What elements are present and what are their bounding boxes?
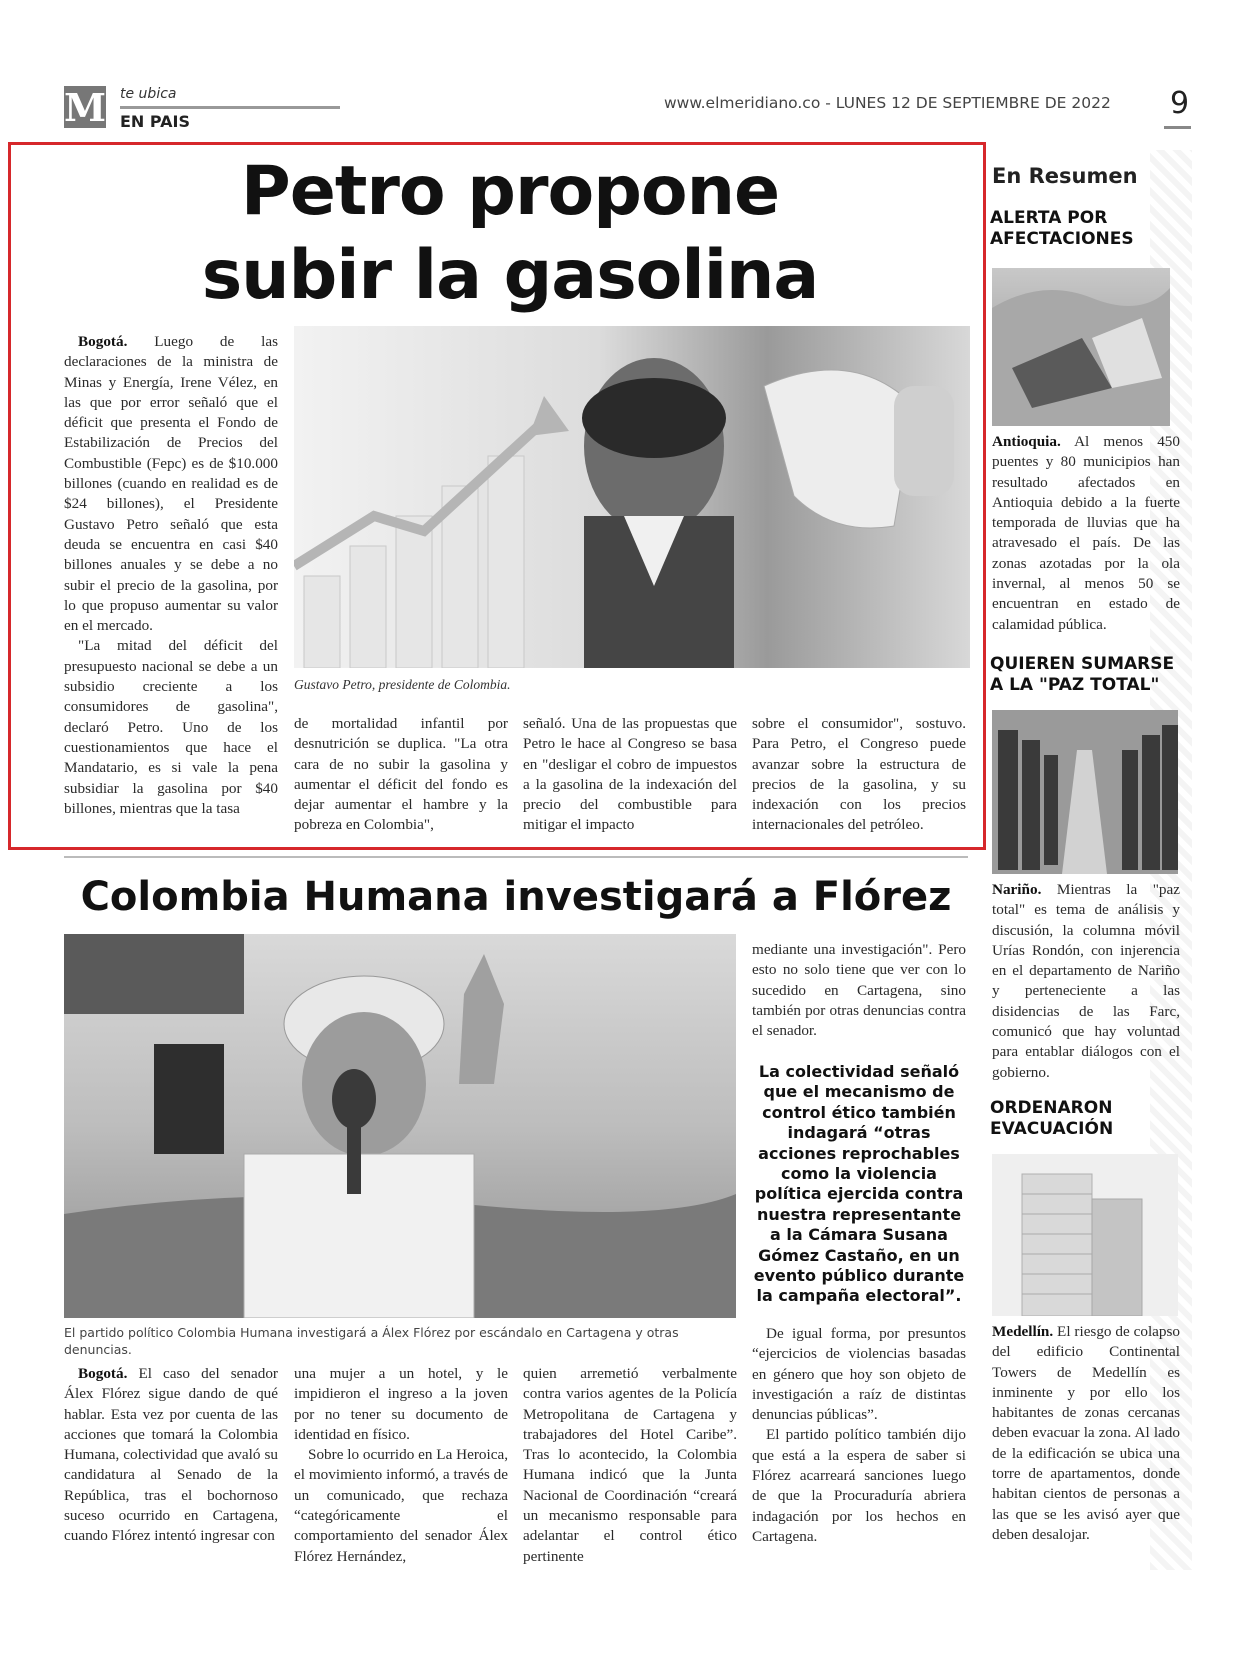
pullquote: La colectividad señaló que el mecanismo de control ético también indagará “otras acciones reprochables como la violencia política ejercida contra nuestra representante a la Cámara Susana Gómez Castaño, en un evento público durante la campaña electoral”.	[753, 1062, 965, 1306]
sidebar-item1-title: ALERTA POR AFECTACIONES	[990, 208, 1134, 249]
article1-col2	[294, 714, 508, 836]
tagline: te ubica	[120, 86, 177, 102]
page-number: 9	[1170, 86, 1190, 121]
article1-col3	[523, 714, 737, 836]
paragraph: de mortalidad infantil por desnutrición se duplica. "La otra cara de no subir la gasolina y aumentar el déficit del fondo es dejar aumentar el hambre y la pobreza en Colombia",	[294, 715, 508, 834]
paragraph: "La mitad del déficit del presupuesto nacional se debe a un subsidio creciente a los consumidores de gasolina", declaró Petro. Uno de los cuestionamientos que hace el Mandatario, es si vale la pena subsidiar la gasolina por $40 billones, mientras que la tasa	[64, 637, 278, 817]
article2-col4	[752, 1324, 966, 1547]
paragraph: mediante una investigación". Pero esto no solo tiene que ver con lo sucedido en Cartagena, sino también por otras denuncias contra el senador.	[752, 941, 966, 1040]
dateline: Bogotá.	[78, 333, 128, 350]
paragraph: señaló. Una de las propuestas que Petro le hace al Congreso se basa en "desligar el cobro de impuestos a la gasolina de la indexación del precio del combustible para mitigar el impacto	[523, 715, 737, 834]
article1-photo-caption: Gustavo Petro, presidente de Colombia.	[294, 677, 511, 692]
page-number-rule	[1164, 126, 1191, 129]
sidebar-item3-title: ORDENARON EVACUACIÓN	[990, 1098, 1114, 1139]
sidebar-item2-text	[992, 880, 1180, 1083]
sidebar-item3-text	[992, 1322, 1180, 1545]
article1-col1	[64, 332, 278, 819]
paragraph: Mientras la "paz total" es tema de análisis y discusión, la columna móvil Urías Rondón, con injerencia en el departamento de Nariño y perteneciente a las disidencias de las Farc, comunicó que hay voluntad para entablar diálogos con el gobierno.	[992, 881, 1180, 1081]
paragraph: De igual forma, por presuntos “ejercicios de violencias basadas en género que hoy son objeto de investigación a raíz de distintas denuncias públicas”.	[752, 1325, 966, 1424]
sidebar-item3-photo	[992, 1154, 1178, 1316]
paragraph: sobre el consumidor", sostuvo. Para Petro, el Congreso puede avanzar sobre la estructura de precios de la gasolina, y su indexación con los precios internacionales del petróleo.	[752, 715, 966, 834]
paragraph: El partido político también dijo que está a la espera de saber si Flórez acarreará sanciones luego de que la Procuraduría abriera indagación por los hechos en Cartagena.	[752, 1426, 966, 1545]
article1-headline	[60, 150, 960, 318]
sidebar-item1-text	[992, 432, 1180, 635]
article2-photo-caption: El partido político Colombia Humana investigará a Álex Flórez por escándalo en Cartagena y otras denuncias.	[64, 1325, 679, 1357]
paragraph: quien arremetió verbalmente contra varios agentes de la Policía Metropolitana de Cartagena y trabajadores del Hotel Caribe”. Tras lo acontecido, la Colombia Humana indicó que la Junta Nacional de Coordinación “creará un mecanismo responsable para adelantar el control ético pertinente	[523, 1365, 737, 1565]
headline-line-2: subir la gasolina	[201, 236, 819, 315]
paragraph: Al menos 450 puentes y 80 municipios han resultado afectados en Antioquia debido a la fuerte temporada de lluvias que ha atravesado el país. De las zonas azotadas por la ola invernal, al menos 50 se encuentran en estado de calamidad pública.	[992, 433, 1180, 633]
sidebar-item2-title: QUIEREN SUMARSE A LA "PAZ TOTAL"	[990, 654, 1175, 695]
article2-right-top	[752, 940, 966, 1041]
dateline: Nariño.	[992, 881, 1042, 898]
article1-photo	[294, 326, 970, 668]
building-illustration	[992, 1154, 1178, 1316]
armed-group-illustration	[992, 710, 1178, 874]
sidebar-item2-photo	[992, 710, 1178, 874]
article2-col3	[523, 1364, 737, 1567]
article2-headline: Colombia Humana investigará a Flórez	[80, 874, 952, 920]
dateline: Antioquia.	[992, 433, 1061, 450]
header-rule	[120, 106, 340, 109]
article2-col2	[294, 1364, 508, 1567]
paragraph: El riesgo de colapso del edificio Continental Towers de Medellín es inminente y por ello los habitantes de zonas cercanas deben evacuar la zona. Al lado de la edificación se ubica una torre de apartamentos, donde habitan cientos de personas a las que se les avisó ayer que deben desalojar.	[992, 1323, 1180, 1543]
logo-letter: M	[64, 85, 107, 130]
headline-line-1: Petro propone	[240, 152, 780, 231]
paragraph: Luego de las declaraciones de la ministra de Minas y Energía, Irene Vélez, en las que por error señaló que el déficit que presenta el Fondo de Estabilización de Precios del Combustible (Fepc) es de $10.000 billones (cuando en realidad es de $24 billones), el Presidente Gustavo Petro señaló que esta deuda se encuentra en casi $40 billones anuales y se debe a no subir el precio de la gasolina, por lo que propuso aumentar su valor en el mercado.	[64, 333, 278, 635]
article2-col1	[64, 1364, 278, 1547]
dateline: Bogotá.	[78, 1365, 128, 1382]
paragraph: una mujer a un hotel, y le impidieron el ingreso a la joven por no tener su documento de identidad en físico.	[294, 1365, 508, 1443]
divider	[64, 856, 968, 858]
article2-photo	[64, 934, 736, 1318]
dateline: Medellín.	[992, 1323, 1054, 1340]
paragraph: El caso del senador Álex Flórez sigue dando de qué hablar. Esta vez por cuenta de las acciones que tomará la Colombia Humana, colectividad que avaló su candidatura al Senado de la República, tras el bochornoso suceso ocurrido en Cartagena, cuando Flórez intentó ingresar con	[64, 1365, 278, 1545]
article1-col4	[752, 714, 966, 836]
sidebar-item1-photo	[992, 268, 1170, 426]
landslide-illustration	[992, 268, 1170, 426]
florez-photo-illustration	[64, 934, 736, 1318]
site-date: www.elmeridiano.co - LUNES 12 DE SEPTIEMBRE DE 2022	[664, 94, 1111, 112]
logo	[64, 86, 106, 128]
sidebar-title: En Resumen	[992, 164, 1138, 188]
paragraph: Sobre lo ocurrido en La Heroica, el movimiento informó, a través de un comunicado, que rechaza “categóricamente el comportamiento del senador Álex Flórez Hernández,	[294, 1446, 508, 1565]
section-label: EN PAIS	[120, 112, 191, 131]
petro-photo-illustration	[294, 326, 970, 668]
